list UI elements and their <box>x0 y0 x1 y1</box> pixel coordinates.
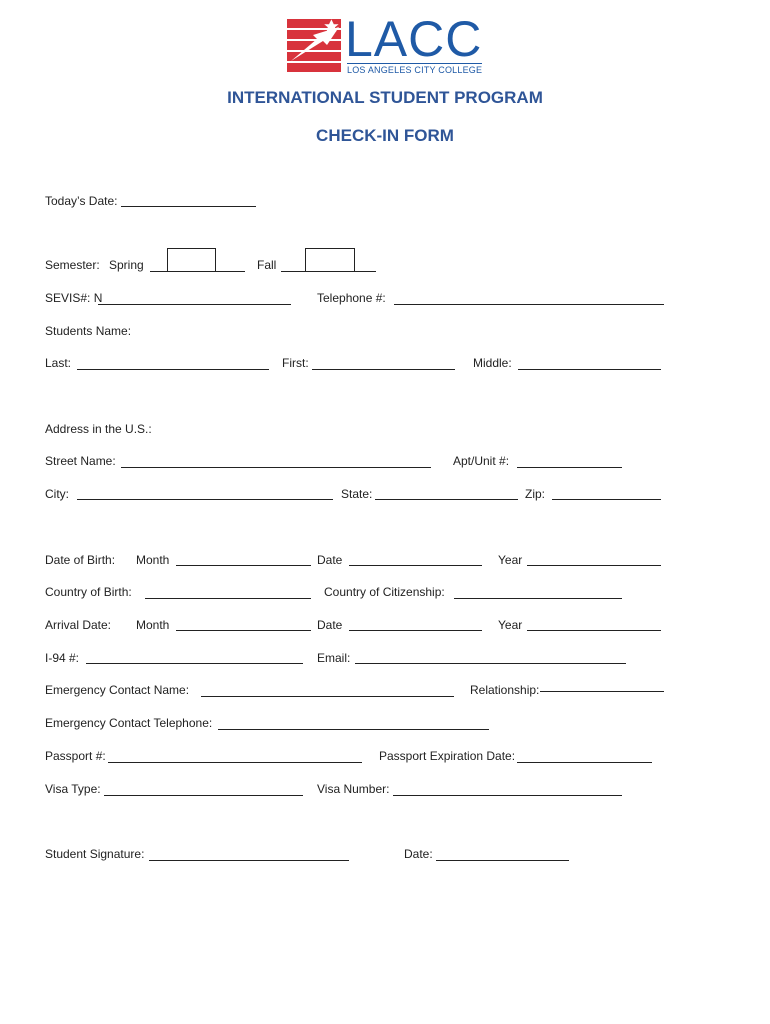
dob-month-label: Month <box>136 553 170 567</box>
emergency-phone-field[interactable] <box>218 729 489 730</box>
fall-label: Fall <box>257 258 277 272</box>
apt-unit-field[interactable] <box>517 467 622 468</box>
street-name-field[interactable] <box>121 467 431 468</box>
student-signature-field[interactable] <box>149 860 349 861</box>
page-title: INTERNATIONAL STUDENT PROGRAM <box>227 88 543 107</box>
dob-year-field[interactable] <box>527 565 661 566</box>
arrival-date-day-field[interactable] <box>349 630 482 631</box>
zip-field[interactable] <box>552 499 661 500</box>
todays-date-field[interactable] <box>121 206 256 207</box>
relationship-field[interactable] <box>540 691 664 692</box>
visa-number-label: Visa Number: <box>317 782 390 796</box>
arrival-month-field[interactable] <box>176 630 311 631</box>
logo-wordmark: LACC <box>345 11 483 67</box>
i94-field[interactable] <box>86 663 303 664</box>
last-name-field[interactable] <box>77 369 269 370</box>
arrival-year-label: Year <box>498 618 523 632</box>
emergency-name-label: Emergency Contact Name: <box>45 683 190 697</box>
arrival-month-label: Month <box>136 618 170 632</box>
first-name-field[interactable] <box>312 369 455 370</box>
student-signature-label: Student Signature: <box>45 847 145 861</box>
middle-name-field[interactable] <box>518 369 661 370</box>
last-name-label: Last: <box>45 356 72 370</box>
dob-month-field[interactable] <box>176 565 311 566</box>
first-name-label: First: <box>282 356 309 370</box>
telephone-label: Telephone #: <box>317 291 386 305</box>
fall-checkbox[interactable] <box>305 248 355 272</box>
dob-year-label: Year <box>498 553 523 567</box>
emergency-name-field[interactable] <box>201 696 454 697</box>
visa-type-field[interactable] <box>104 795 303 796</box>
visa-number-field[interactable] <box>393 795 622 796</box>
arrival-year-field[interactable] <box>527 630 661 631</box>
country-birth-label: Country of Birth: <box>45 585 132 599</box>
spring-label: Spring <box>109 258 144 272</box>
lacc-logo <box>287 11 487 75</box>
zip-label: Zip: <box>525 487 546 501</box>
emergency-phone-label: Emergency Contact Telephone: <box>45 716 213 730</box>
passport-label: Passport #: <box>45 749 106 763</box>
country-citizenship-field[interactable] <box>454 598 622 599</box>
address-label: Address in the U.S.: <box>45 422 152 436</box>
passport-exp-label: Passport Expiration Date: <box>379 749 516 763</box>
street-name-label: Street Name: <box>45 454 116 468</box>
passport-field[interactable] <box>108 762 362 763</box>
page-subtitle: CHECK-IN FORM <box>316 126 454 145</box>
semester-label: Semester: <box>45 258 100 272</box>
city-field[interactable] <box>77 499 333 500</box>
students-name-label: Students Name: <box>45 324 132 338</box>
i94-label: I-94 #: <box>45 651 80 665</box>
todays-date-label: Today’s Date: <box>45 194 118 208</box>
passport-exp-field[interactable] <box>517 762 652 763</box>
apt-unit-label: Apt/Unit #: <box>453 454 510 468</box>
country-birth-field[interactable] <box>145 598 311 599</box>
arrival-date-label: Arrival Date: <box>45 618 112 632</box>
spring-checkbox[interactable] <box>167 248 216 272</box>
dob-date-field[interactable] <box>349 565 482 566</box>
dob-date-label: Date <box>317 553 343 567</box>
relationship-label: Relationship: <box>470 683 540 697</box>
signature-date-field[interactable] <box>436 860 569 861</box>
middle-name-label: Middle: <box>473 356 512 370</box>
telephone-field[interactable] <box>394 304 664 305</box>
sevis-label: SEVIS#: N <box>45 291 103 305</box>
state-field[interactable] <box>375 499 518 500</box>
signature-date-label: Date: <box>404 847 433 861</box>
dob-label: Date of Birth: <box>45 553 116 567</box>
city-label: City: <box>45 487 69 501</box>
email-field[interactable] <box>355 663 626 664</box>
email-label: Email: <box>317 651 351 665</box>
state-label: State: <box>341 487 373 501</box>
lacc-logo-mark-icon <box>287 17 343 73</box>
arrival-date-day-label: Date <box>317 618 343 632</box>
logo-subtext: LOS ANGELES CITY COLLEGE <box>347 65 483 75</box>
sevis-field[interactable] <box>98 304 291 305</box>
country-citizenship-label: Country of Citizenship: <box>324 585 445 599</box>
visa-type-label: Visa Type: <box>45 782 101 796</box>
